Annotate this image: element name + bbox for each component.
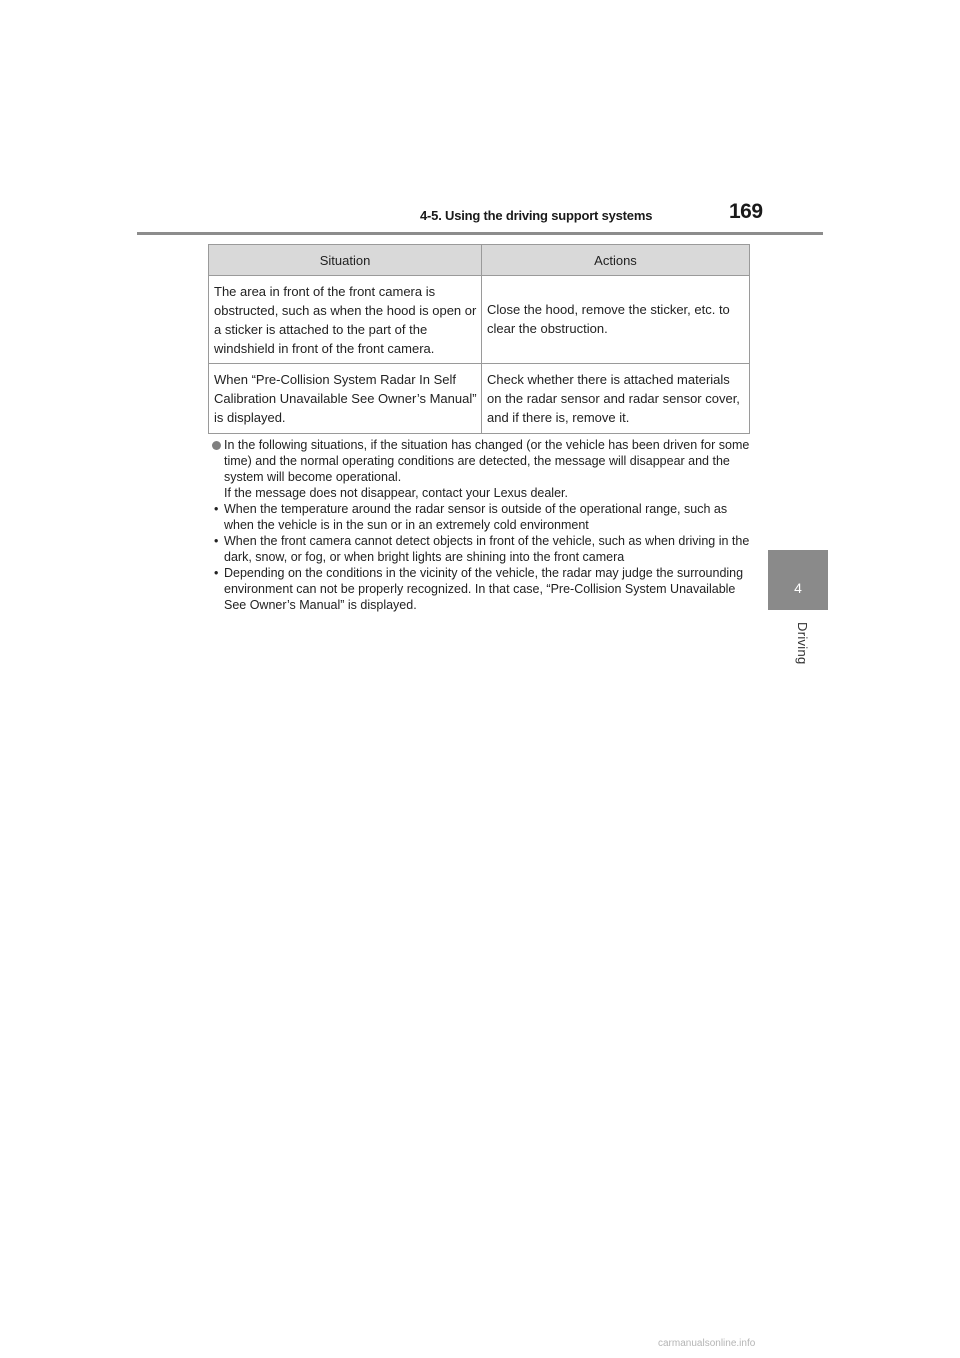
note-main-text: In the following situations, if the situation has changed (or the vehicle has been driven for some time) and the normal operating conditions are detected, the message will disappear and the system will become operational. [224,438,750,484]
sub-bullet-icon: • [214,534,219,548]
chapter-number: 4 [794,580,802,596]
chapter-tab[interactable] [768,550,828,610]
situation-actions-table [208,244,750,434]
table-header-row [209,245,750,276]
header-divider [137,232,823,235]
table-row [209,276,750,364]
list-item-text: When the temperature around the radar sensor is outside of the operational range, such as when the vehicle is in the sun or in an extremely cold environment [224,502,728,532]
column-header-situation: Situation [209,245,482,276]
action-cell: Check whether there is attached materials on the radar sensor and radar sensor cover, and if there is, remove it. [482,364,750,434]
list-item [212,533,752,565]
watermark: carmanualsonline.info [658,1338,756,1349]
sub-bullet-icon: • [214,566,219,580]
list-item-text: Depending on the conditions in the vicinity of the vehicle, the radar may judge the surrounding environment can not be properly recognized. In that case, “Pre-Collision System Unavailable See Owner’s Manual” is displayed. [224,566,744,612]
section-title: 4-5. Using the driving support systems [420,208,653,223]
situation-cell: When “Pre-Collision System Radar In Self Calibration Unavailable See Owner’s Manual” is displayed. [209,364,482,434]
chapter-label: Driving [795,622,810,665]
notes-section [212,437,752,613]
round-bullet-icon [212,441,221,450]
sub-bullet-icon: • [214,502,219,516]
situation-cell: The area in front of the front camera is obstructed, such as when the hood is open or a sticker is attached to the part of the windshield in front of the front camera. [209,276,482,364]
list-item [212,565,752,613]
table-row [209,364,750,434]
list-item [212,501,752,533]
list-item-text: When the front camera cannot detect objects in front of the vehicle, such as when driving in the dark, snow, or fog, or when bright lights are shining into the front camera [224,534,750,564]
note-contact-text: If the message does not disappear, contact your Lexus dealer. [224,486,568,500]
column-header-actions: Actions [482,245,750,276]
action-cell: Close the hood, remove the sticker, etc. to clear the obstruction. [482,276,750,364]
page-header [0,0,960,240]
page-number: 169 [729,200,763,223]
note-bullet [212,437,752,501]
